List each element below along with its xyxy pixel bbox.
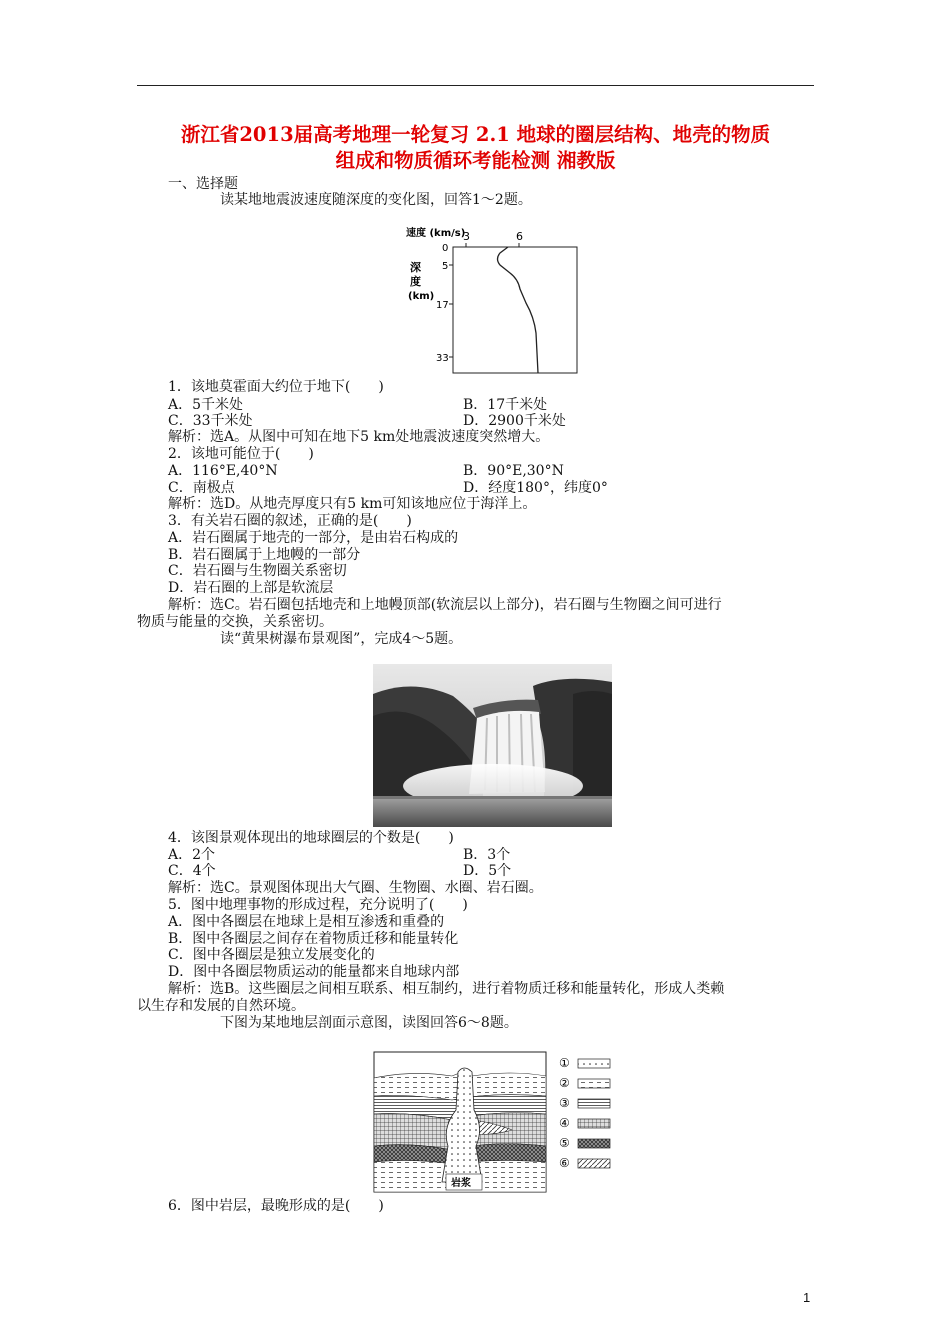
speed-axis-label: 速度 (km/s)	[406, 228, 466, 239]
q2-option-d: D．经度180°，纬度0°	[463, 480, 608, 496]
q6-stem: 6．图中岩层，最晚形成的是( )	[168, 1198, 384, 1214]
q5-option-a: A．图中各圈层在地球上是相互渗透和重叠的	[168, 914, 445, 930]
header-rule	[137, 85, 814, 86]
depth-tick-0: 0	[442, 243, 449, 254]
plot-frame	[453, 247, 577, 373]
q5-option-d: D．图中各圈层物质运动的能量都来自地球内部	[168, 964, 460, 980]
legend-2-swatch	[578, 1079, 610, 1088]
q5-option-c: C．图中各圈层是独立发展变化的	[168, 947, 375, 963]
intro-q6-8: 下图为某地地层剖面示意图，读图回答6～8题。	[220, 1015, 518, 1031]
q2-option-c: C．南极点	[168, 480, 235, 496]
title-line-1: 浙江省2013届高考地理一轮复习 2.1 地球的圈层结构、地壳的物质	[180, 123, 771, 146]
seismic-velocity-figure	[400, 223, 585, 375]
velocity-curve	[498, 247, 539, 373]
legend-5-number: ⑤	[559, 1136, 570, 1150]
q3-analysis-line-2: 物质与能量的交换，关系密切。	[137, 614, 333, 630]
depth-axis-label-1: 深	[410, 261, 421, 274]
q5-analysis-line-2: 以生存和发展的自然环境。	[137, 998, 305, 1014]
q2-option-a: A．116°E,40°N	[168, 463, 278, 479]
legend-3-number: ③	[559, 1096, 570, 1110]
q5-option-b: B．图中各圈层之间存在着物质迁移和能量转化	[168, 931, 459, 947]
q3-analysis-line-1: 解析：选C。岩石圈包括地壳和上地幔顶部(软流层以上部分)，岩石圈与生物圈之间可进行	[168, 597, 722, 613]
q3-option-b: B．岩石圈属于上地幔的一部分	[168, 547, 361, 563]
q1-option-c: C．33千米处	[168, 413, 253, 429]
strata-section-figure	[372, 1050, 620, 1195]
q1-analysis: 解析：选A。从图中可知在地下5 km处地震波速度突然增大。	[168, 429, 550, 445]
q4-option-c: C．4个	[168, 863, 216, 879]
depth-tick-33: 33	[436, 353, 449, 364]
depth-axis-label-2: 度	[410, 275, 421, 288]
depth-tick-17: 17	[436, 300, 449, 311]
title-line-2: 组成和物质循环考能检测 湘教版	[335, 149, 616, 172]
q4-option-d: D．5个	[463, 863, 512, 879]
legend-4-swatch	[578, 1119, 610, 1128]
legend-1-swatch	[578, 1059, 610, 1068]
q3-option-c: C．岩石圈与生物圈关系密切	[168, 563, 347, 579]
legend-5-swatch	[578, 1139, 610, 1148]
legend-4-number: ④	[559, 1116, 570, 1130]
q2-stem: 2．该地可能位于( )	[168, 446, 314, 462]
q4-stem: 4．该图景观体现出的地球圈层的个数是( )	[168, 830, 454, 846]
speed-tick-6: 6	[516, 230, 523, 243]
q4-option-a: A．2个	[168, 847, 216, 863]
q1-option-a: A．5千米处	[168, 397, 244, 413]
legend-6-swatch	[578, 1159, 610, 1168]
depth-tick-5: 5	[442, 261, 449, 272]
q5-analysis-line-1: 解析：选B。这些圈层之间相互联系、相互制约，进行着物质迁移和能量转化，形成人类赖	[168, 981, 725, 997]
q3-option-a: A．岩石圈属于地壳的一部分，是由岩石构成的	[168, 530, 459, 546]
q3-option-d: D．岩石圈的上部是软流层	[168, 580, 334, 596]
q1-option-d: D．2900千米处	[463, 413, 566, 429]
magma-label: 岩浆	[451, 1178, 471, 1189]
intro-q1-2: 读某地地震波速度随深度的变化图，回答1～2题。	[220, 192, 532, 208]
waterfall-photo	[373, 664, 612, 827]
legend-2-number: ②	[559, 1076, 570, 1090]
q2-option-b: B．90°E,30°N	[463, 463, 564, 479]
legend-1-number: ①	[559, 1056, 570, 1070]
q2-analysis: 解析：选D。从地壳厚度只有5 km可知该地应位于海洋上。	[168, 496, 537, 512]
page-number: 1	[803, 1290, 811, 1305]
q1-stem: 1．该地莫霍面大约位于地下( )	[168, 379, 384, 395]
legend-3-swatch	[578, 1099, 610, 1108]
q4-analysis: 解析：选C。景观图体现出大气圈、生物圈、水圈、岩石圈。	[168, 880, 543, 896]
pool-water	[373, 796, 612, 827]
q3-stem: 3．有关岩石圈的叙述，正确的是( )	[168, 513, 412, 529]
speed-tick-3: 3	[463, 230, 470, 243]
depth-axis-label-3: (km)	[408, 291, 435, 302]
intro-q4-5: 读“黄果树瀑布景观图”，完成4～5题。	[220, 631, 463, 647]
document-title	[137, 122, 814, 174]
q4-option-b: B．3个	[463, 847, 511, 863]
q1-option-b: B．17千米处	[463, 397, 548, 413]
q5-stem: 5．图中地理事物的形成过程，充分说明了( )	[168, 897, 468, 913]
section-heading: 一、选择题	[168, 176, 238, 192]
legend-6-number: ⑥	[559, 1156, 570, 1170]
